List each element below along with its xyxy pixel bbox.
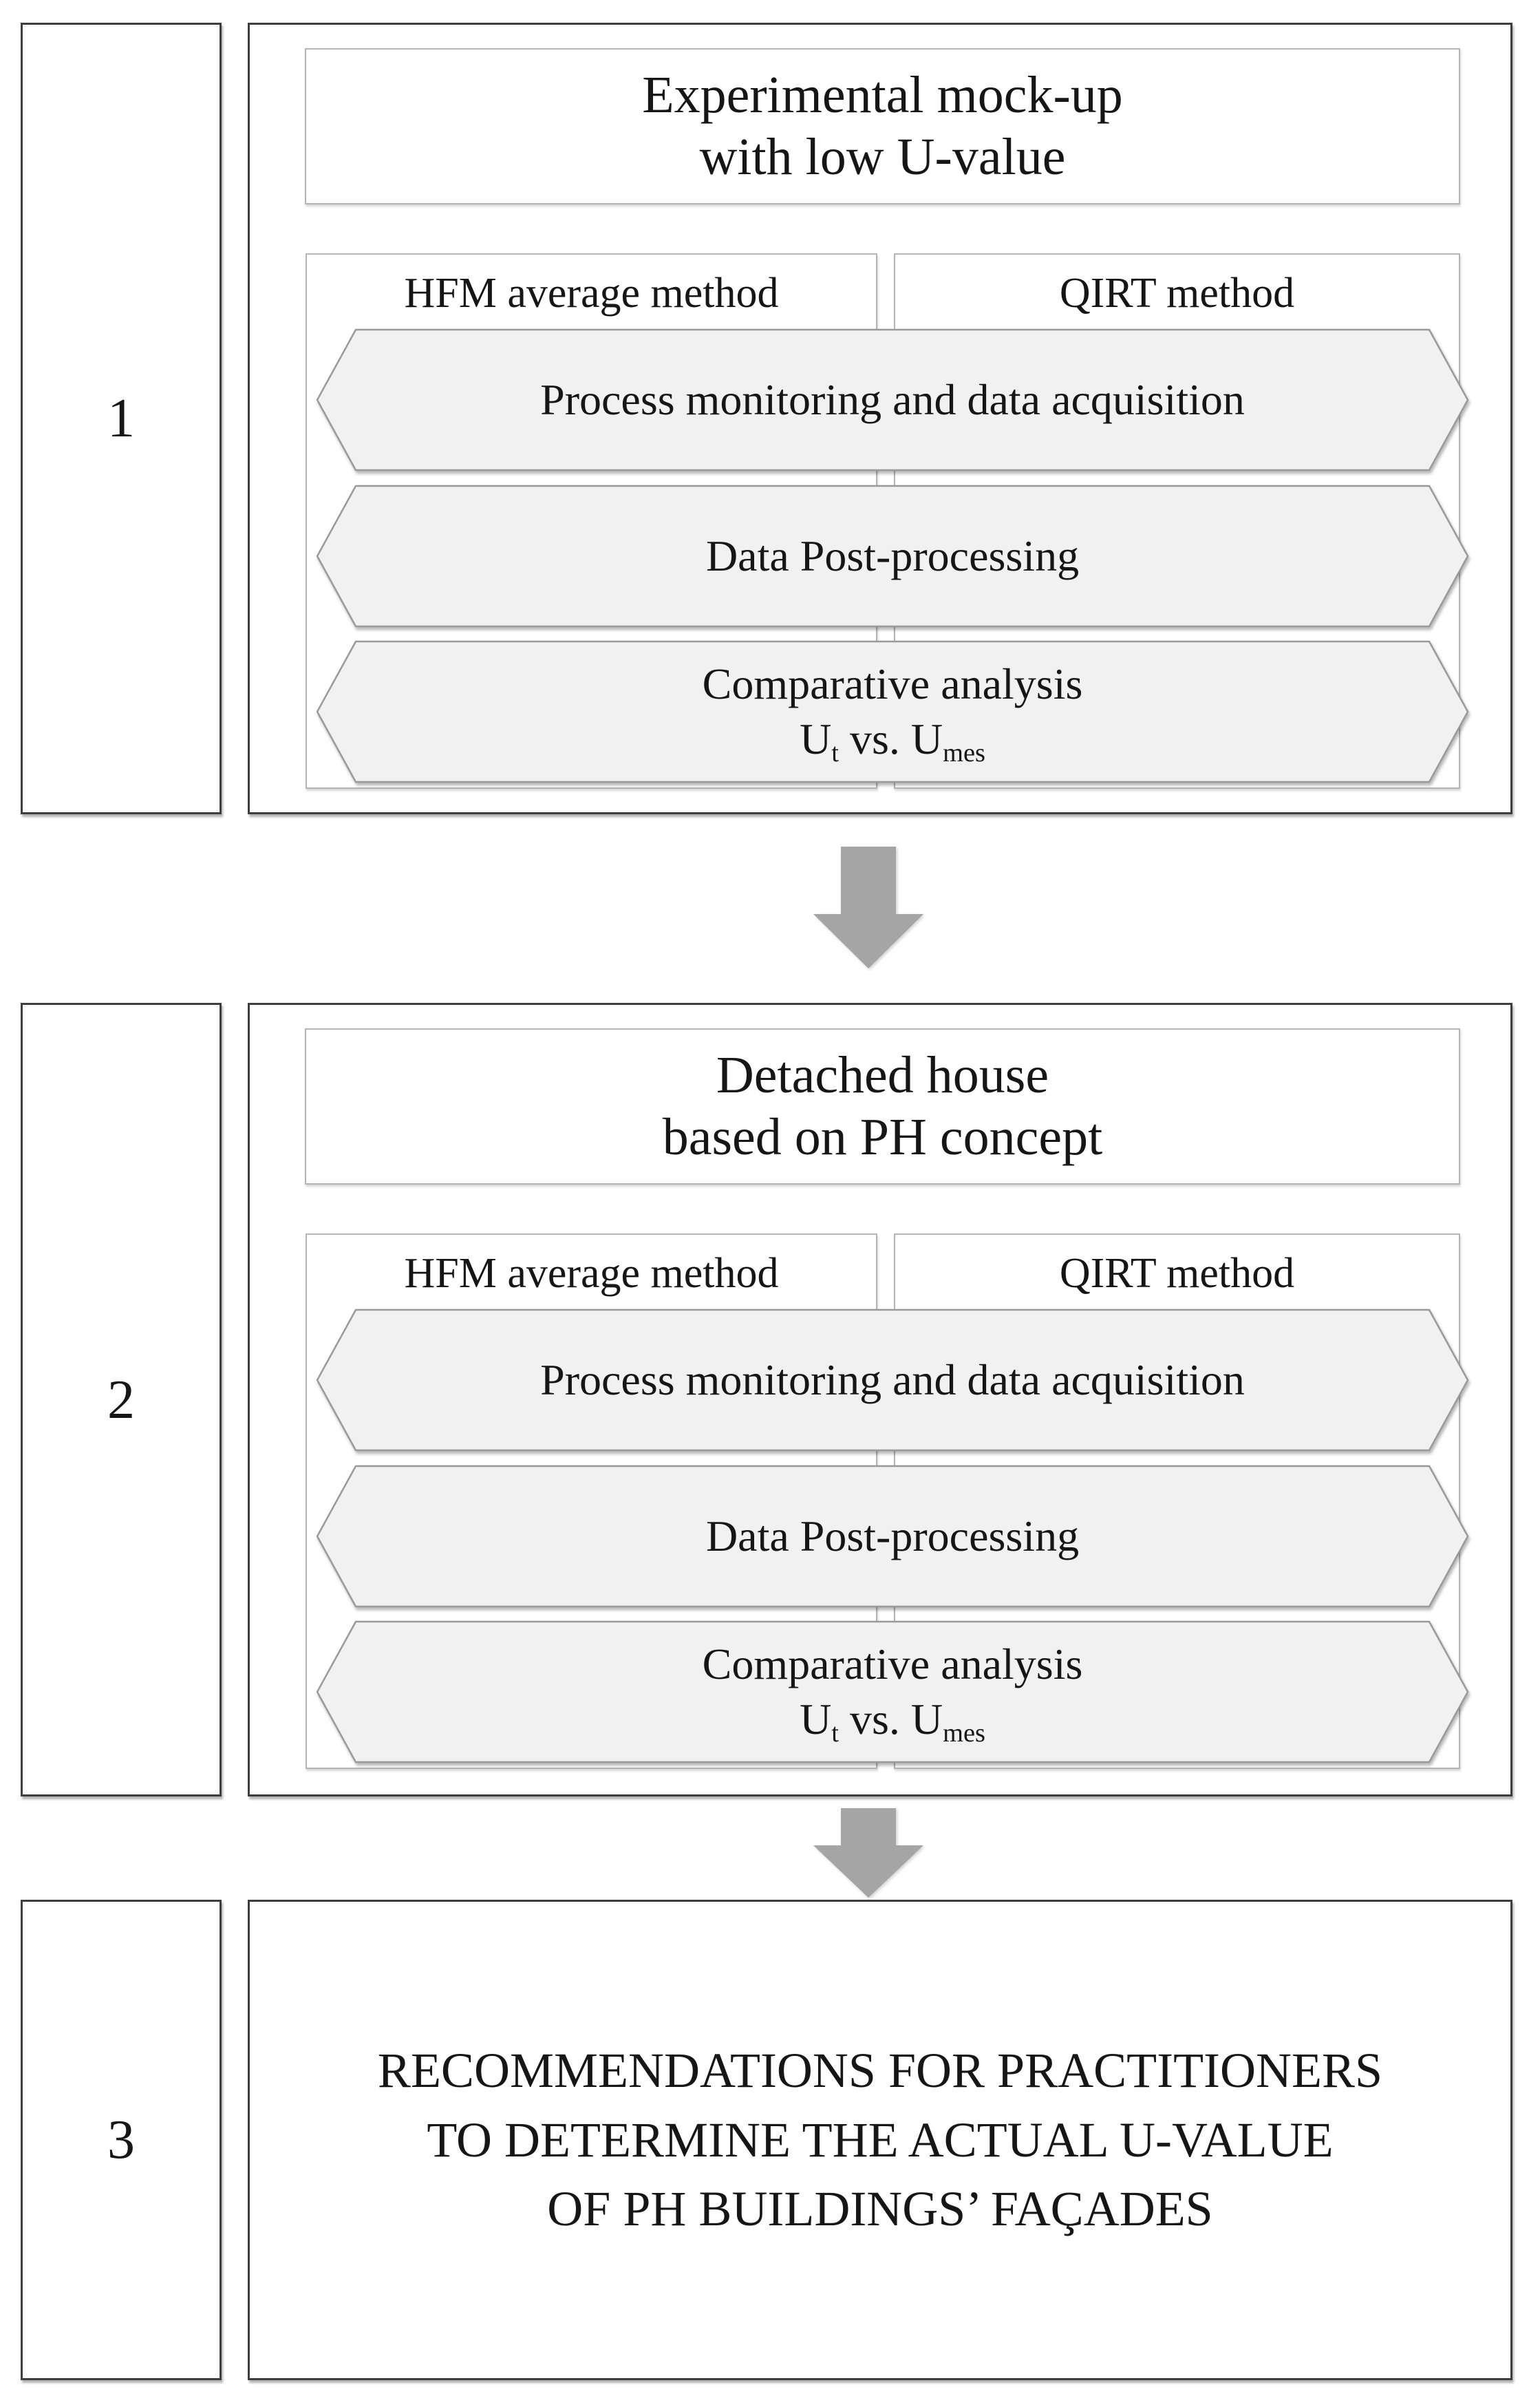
stage1-panel (248, 23, 1512, 814)
stage1-step-postprocessing-label: Data Post-processing (705, 531, 1080, 580)
stage1-step-monitoring (316, 328, 1469, 471)
recommendations-line-3: OF PH BUILDINGS’ FAÇADES (547, 2181, 1213, 2237)
stage1-qirt-column-label: QIRT method (1059, 270, 1295, 317)
stage1-number: 1 (107, 388, 135, 449)
stage2-step-monitoring (316, 1308, 1469, 1452)
stage1-hfm-column-label: HFM average method (404, 270, 779, 317)
stage2-number-box (21, 1003, 222, 1796)
stage2-step-postprocessing (316, 1465, 1469, 1608)
stage2-number: 2 (107, 1369, 135, 1430)
stage2-title: Detached house based on PH concept (662, 1046, 1103, 1166)
stage1-step-postprocessing (316, 485, 1469, 628)
down-arrow-icon-1 (813, 847, 923, 968)
stage3-number: 3 (107, 2110, 135, 2170)
arrow-head (813, 1845, 923, 1898)
stage2-qirt-column-label: QIRT method (1059, 1250, 1295, 1297)
u-value-comparison-formula: $U_t$ vs. $U_{mes}$ (800, 1695, 985, 1748)
stage2-panel (248, 1003, 1512, 1796)
arrow-head (813, 914, 923, 968)
stage2-hfm-column-label: HFM average method (404, 1250, 779, 1297)
arrow-shaft (841, 1808, 896, 1846)
stage2-step-postprocessing-label: Data Post-processing (705, 1512, 1080, 1560)
stage1-title: Experimental mock-up with low U-value (642, 65, 1123, 186)
stage1-step-comparative (316, 640, 1469, 783)
recommendations-line-2: TO DETERMINE THE ACTUAL U-VALUE (427, 2112, 1334, 2167)
stage2-step-comparative-label: Comparative analysis $U_t$ vs. $U_{mes}$ (702, 1640, 1083, 1748)
recommendations-line-1: RECOMMENDATIONS FOR PRACTITIONERS (377, 2042, 1383, 2098)
stage1-number-box (21, 23, 222, 814)
stage3-number-box (21, 1900, 222, 2380)
stage1-title-box (305, 48, 1460, 204)
stage2-step-comparative (316, 1620, 1469, 1763)
stage1-step-monitoring-label: Process monitoring and data acquisition (540, 375, 1245, 424)
u-value-comparison-formula: $U_t$ vs. $U_{mes}$ (800, 714, 985, 767)
stage1-step-comparative-label: Comparative analysis $U_t$ vs. $U_{mes}$ (702, 659, 1083, 767)
stage3-panel (248, 1900, 1512, 2380)
arrow-shaft (841, 847, 896, 915)
stage2-step-monitoring-label: Process monitoring and data acquisition (540, 1355, 1245, 1404)
down-arrow-icon-2 (813, 1808, 923, 1898)
stage2-title-box (305, 1028, 1460, 1185)
